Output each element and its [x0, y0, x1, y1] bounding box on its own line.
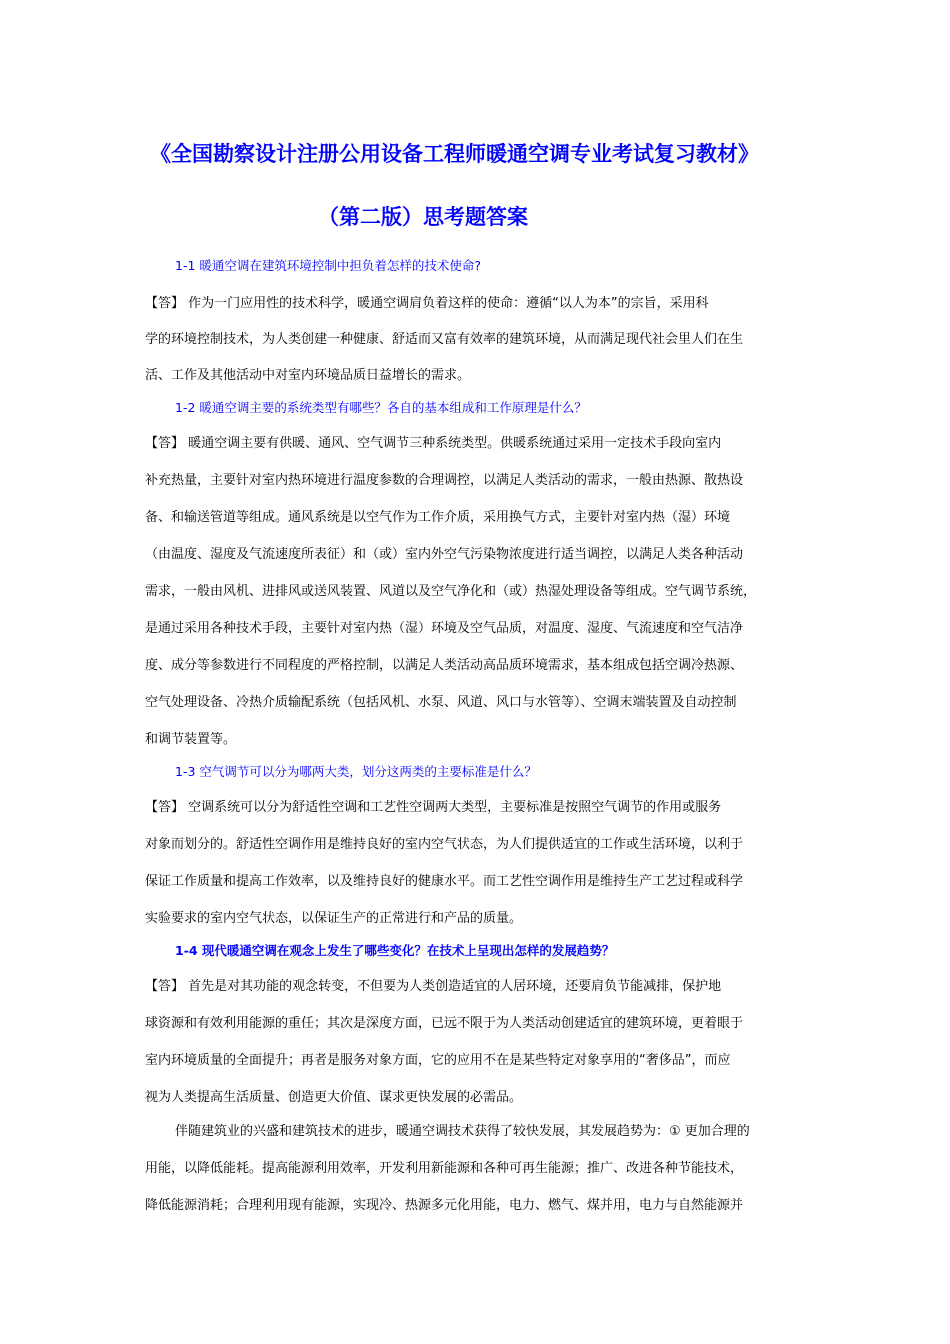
document-title-line-2: （第二版）思考题答案 — [318, 205, 528, 229]
answer-1-2-line: 备、和输送管道等组成。通风系统是以空气作为工作介质，采用换气方式，主要针对室内热（湿）环境 — [145, 510, 731, 525]
answer-1-2-line: 空气处理设备、冷热介质输配系统（包括风机、水泵、风道、风口与水管等）、空调末端装置及自动控制 — [145, 695, 737, 710]
answer-1-3-line: 【答】 空调系统可以分为舒适性空调和工艺性空调两大类型，主要标准是按照空气调节的作用或服务 — [145, 800, 722, 815]
answer-1-2-line: 补充热量，主要针对室内热环境进行温度参数的合理调控，以满足人类活动的需求，一般由热源、散热设 — [145, 473, 744, 488]
question-1-3: 1-3 空气调节可以分为哪两大类，划分这两类的主要标准是什么？ — [175, 764, 537, 779]
answer-1-1-line: 【答】 作为一门应用性的技术科学，暖通空调肩负着这样的使命：遵循“以人为本”的宗旨，采用科 — [145, 296, 709, 311]
answer-1-2-line: 和调节装置等。 — [145, 732, 237, 747]
answer-1-2-line: 度、成分等参数进行不同程度的严格控制，以满足人类活动高品质环境需求，基本组成包括空调冷热源、 — [145, 658, 744, 673]
answer-1-2-line: 需求，一般由风机、进排风或送风装置、风道以及空气净化和（或）热湿处理设备等组成。空气调节系统， — [145, 584, 757, 599]
answer-1-1-line: 学的环境控制技术，为人类创建一种健康、舒适而又富有效率的建筑环境，从而满足现代社会里人们在生 — [145, 332, 744, 347]
question-1-2: 1-2 暖通空调主要的系统类型有哪些？各自的基本组成和工作原理是什么？ — [175, 400, 587, 415]
question-1-4: 1-4 现代暖通空调在观念上发生了哪些变化？在技术上呈现出怎样的发展趋势？ — [175, 943, 615, 958]
answer-1-3-line: 保证工作质量和提高工作效率，以及维持良好的健康水平。而工艺性空调作用是维持生产工艺过程或科学 — [145, 874, 744, 889]
answer-1-2-line: 【答】 暖通空调主要有供暖、通风、空气调节三种系统类型。供暖系统通过采用一定技术手段向室内 — [145, 436, 722, 451]
answer-1-3-line: 实验要求的室内空气状态，以保证生产的正常进行和产品的质量。 — [145, 911, 523, 926]
question-1-1: 1-1 暖通空调在建筑环境控制中担负着怎样的技术使命? — [175, 258, 482, 273]
answer-1-2-line: （由温度、湿度及气流速度所表征）和（或）室内外空气污染物浓度进行适当调控，以满足人类各种活动 — [145, 547, 744, 562]
answer-1-4-paragraph-2-line: 用能，以降低能耗。提高能源利用效率，开发利用新能源和各种可再生能源；推广、改进各种节能技术， — [145, 1161, 744, 1176]
answer-1-4-line: 视为人类提高生活质量、创造更大价值、谋求更快发展的必需品。 — [145, 1090, 523, 1105]
document-title-line-1: 《全国勘察设计注册公用设备工程师暖通空调专业考试复习教材》 — [150, 142, 759, 166]
answer-1-1-line: 活、工作及其他活动中对室内环境品质日益增长的需求。 — [145, 368, 471, 383]
answer-1-4-line: 球资源和有效利用能源的重任；其次是深度方面，已远不限于为人类活动创建适宜的建筑环境，更着眼于 — [145, 1016, 744, 1031]
answer-1-4-paragraph-2-line: 降低能源消耗；合理利用现有能源，实现冷、热源多元化用能，电力、燃气、煤并用，电力与自然能源并 — [145, 1198, 744, 1213]
answer-1-2-line: 是通过采用各种技术手段，主要针对室内热（湿）环境及空气品质，对温度、湿度、气流速度和空气洁净 — [145, 621, 744, 636]
answer-1-4-line: 室内环境质量的全面提升；再者是服务对象方面，它的应用不在是某些特定对象享用的“奢侈品”，而应 — [145, 1053, 731, 1068]
answer-1-4-line: 【答】 首先是对其功能的观念转变，不但要为人类创造适宜的人居环境，还要肩负节能减排，保护地 — [145, 979, 722, 994]
answer-1-3-line: 对象而划分的。舒适性空调作用是维持良好的室内空气状态，为人们提供适宜的工作或生活环境，以利于 — [145, 837, 744, 852]
answer-1-4-paragraph-2-line: 伴随建筑业的兴盛和建筑技术的进步，暖通空调技术获得了较快发展，其发展趋势为：① 更加合理的 — [175, 1124, 750, 1139]
